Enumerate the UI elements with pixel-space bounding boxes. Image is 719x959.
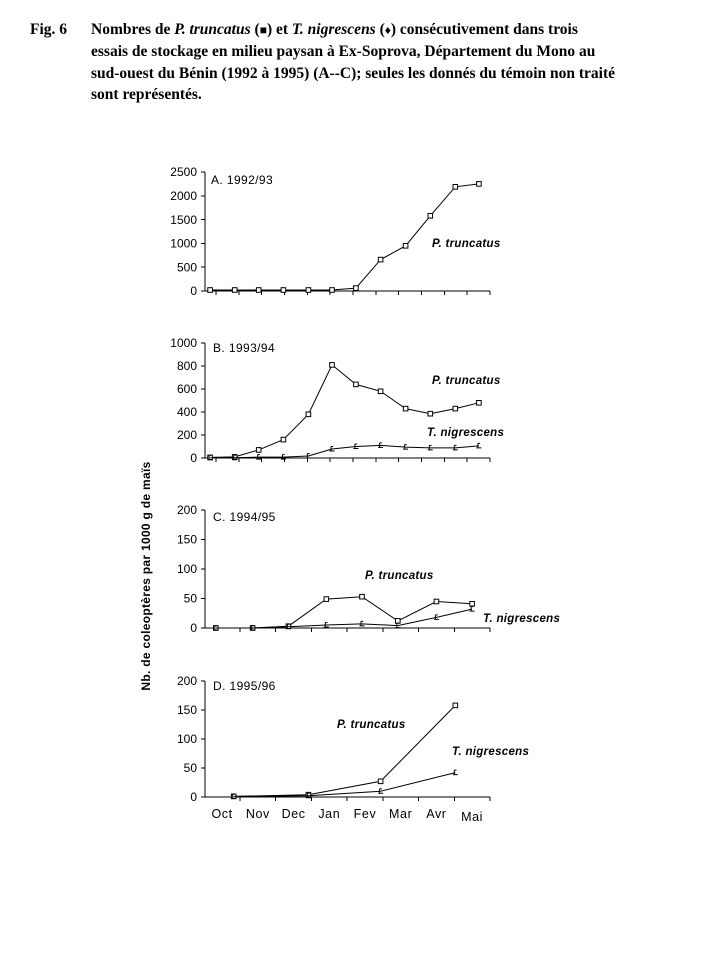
- data-point-marker-square: [208, 288, 213, 293]
- data-point-marker-square: [256, 448, 261, 453]
- series-line: [216, 609, 472, 628]
- series-t-nigrescens: [231, 770, 458, 798]
- data-point-marker-square: [428, 214, 433, 219]
- data-point-marker-square: [453, 703, 458, 708]
- y-tick-label: 0: [190, 284, 197, 299]
- y-tick-label: 600: [176, 382, 197, 397]
- y-tick-label: 150: [176, 532, 197, 547]
- y-tick-label: 50: [183, 761, 197, 776]
- chart-a: [170, 165, 500, 298]
- month-label: Nov: [245, 807, 270, 821]
- y-tick-label: 200: [176, 503, 197, 518]
- series-line: [234, 773, 456, 797]
- legend-symbol: ■: [259, 23, 267, 37]
- caption-text: P. truncatus: [174, 21, 251, 38]
- y-tick-label: 2000: [170, 189, 197, 203]
- chart-title: C. 1994/95: [213, 510, 276, 524]
- y-axis-title: Nb. de coleoptères par 1000 g de maïs: [139, 461, 153, 691]
- series-label-p-truncatus: P. truncatus: [365, 570, 434, 582]
- y-tick-label: 2500: [170, 165, 197, 180]
- month-label: Mar: [389, 807, 413, 821]
- month-label: Mai: [461, 810, 484, 824]
- series-label-t-nigrescens: T. nigrescens: [483, 613, 561, 625]
- data-point-marker-square: [354, 382, 359, 387]
- caption-text: ) et: [266, 21, 292, 38]
- y-tick-label: 200: [176, 428, 197, 443]
- chart-title: A. 1992/93: [211, 173, 274, 187]
- y-tick-label: 0: [190, 621, 197, 636]
- y-tick-label: 100: [176, 732, 197, 747]
- y-tick-label: 50: [183, 591, 197, 606]
- month-label: Avr: [426, 807, 447, 821]
- axes: [201, 681, 490, 801]
- month-label: Jan: [318, 807, 341, 821]
- figure-number-label: Fig. 6: [30, 21, 68, 38]
- data-point-marker-square: [477, 401, 482, 406]
- data-point-marker-square: [232, 288, 237, 293]
- month-label: Oct: [211, 807, 233, 821]
- caption-text: (: [250, 21, 260, 38]
- data-point-marker-square: [360, 594, 365, 599]
- data-point-marker-square: [477, 182, 482, 187]
- series-p-truncatus: [231, 703, 457, 799]
- data-point-marker-square: [403, 244, 408, 249]
- caption-text: sud-ouest du Bénin (1992 à 1995) (A--C); seules les donnés du témoin non traité: [91, 64, 616, 82]
- series-t-nigrescens: [208, 443, 482, 460]
- chart-c: [177, 503, 560, 635]
- data-point-marker-square: [324, 597, 329, 602]
- series-line: [210, 184, 479, 290]
- y-tick-label: 400: [176, 405, 197, 420]
- chart-d: [177, 674, 529, 824]
- y-tick-label: 800: [176, 359, 197, 374]
- series-label-t-nigrescens: T. nigrescens: [427, 427, 505, 439]
- data-point-marker-square: [256, 288, 261, 293]
- series-label-p-truncatus: P. truncatus: [337, 719, 406, 731]
- y-tick-label: 0: [190, 790, 197, 805]
- y-tick-label: 0: [190, 451, 197, 466]
- series-line: [210, 445, 479, 457]
- data-point-marker-square: [306, 288, 311, 293]
- data-point-marker-square: [470, 602, 475, 607]
- chart-title: B. 1993/94: [213, 341, 276, 355]
- y-tick-label: 1000: [170, 336, 197, 351]
- data-point-marker-square: [378, 779, 383, 784]
- y-tick-label: 1500: [170, 212, 197, 227]
- caption-text: Nombres de: [91, 21, 175, 38]
- data-point-marker-square: [378, 257, 383, 262]
- y-tick-label: 100: [176, 562, 197, 577]
- data-point-marker-square: [354, 286, 359, 291]
- y-tick-label: 1000: [170, 236, 197, 251]
- axes: [201, 343, 490, 462]
- month-label: Fev: [353, 807, 377, 821]
- data-point-marker-square: [281, 437, 286, 442]
- data-point-marker-square: [281, 288, 286, 293]
- y-tick-label: 200: [176, 674, 197, 689]
- data-point-marker-square: [306, 412, 311, 417]
- data-point-marker-square: [330, 363, 335, 368]
- axes: [201, 510, 490, 632]
- data-point-marker-square: [378, 389, 383, 394]
- data-point-marker-square: [453, 406, 458, 411]
- data-point-marker-flag: [470, 607, 475, 612]
- data-point-marker-square: [453, 185, 458, 190]
- chart-b: [170, 336, 504, 465]
- data-point-marker-square: [396, 619, 401, 624]
- month-labels: [211, 807, 483, 824]
- caption-text: essais de stockage en milieu paysan à Ex-Soprova, Département du Mono au: [91, 43, 596, 61]
- caption-text: (: [375, 21, 385, 38]
- chart-title: D. 1995/96: [213, 679, 276, 693]
- data-point-marker-square: [330, 288, 335, 293]
- series-p-truncatus: [208, 182, 481, 293]
- y-tick-label: 500: [176, 260, 197, 275]
- data-point-marker-square: [428, 411, 433, 416]
- y-tick-label: 150: [176, 703, 197, 718]
- caption-text: sont représentés.: [91, 85, 202, 103]
- data-point-marker-square: [434, 599, 439, 604]
- data-point-marker-flag: [453, 770, 458, 775]
- series-label-t-nigrescens: T. nigrescens: [452, 746, 530, 758]
- axes: [201, 172, 490, 295]
- series-label-p-truncatus: P. truncatus: [432, 238, 501, 250]
- legend-symbol: ♦: [384, 23, 391, 37]
- series-label-p-truncatus: P. truncatus: [432, 375, 501, 387]
- month-label: Dec: [281, 807, 306, 821]
- data-point-marker-square: [403, 406, 408, 411]
- caption-text: T. nigrescens: [291, 21, 376, 38]
- caption-text: ) consécutivement dans trois: [390, 21, 578, 38]
